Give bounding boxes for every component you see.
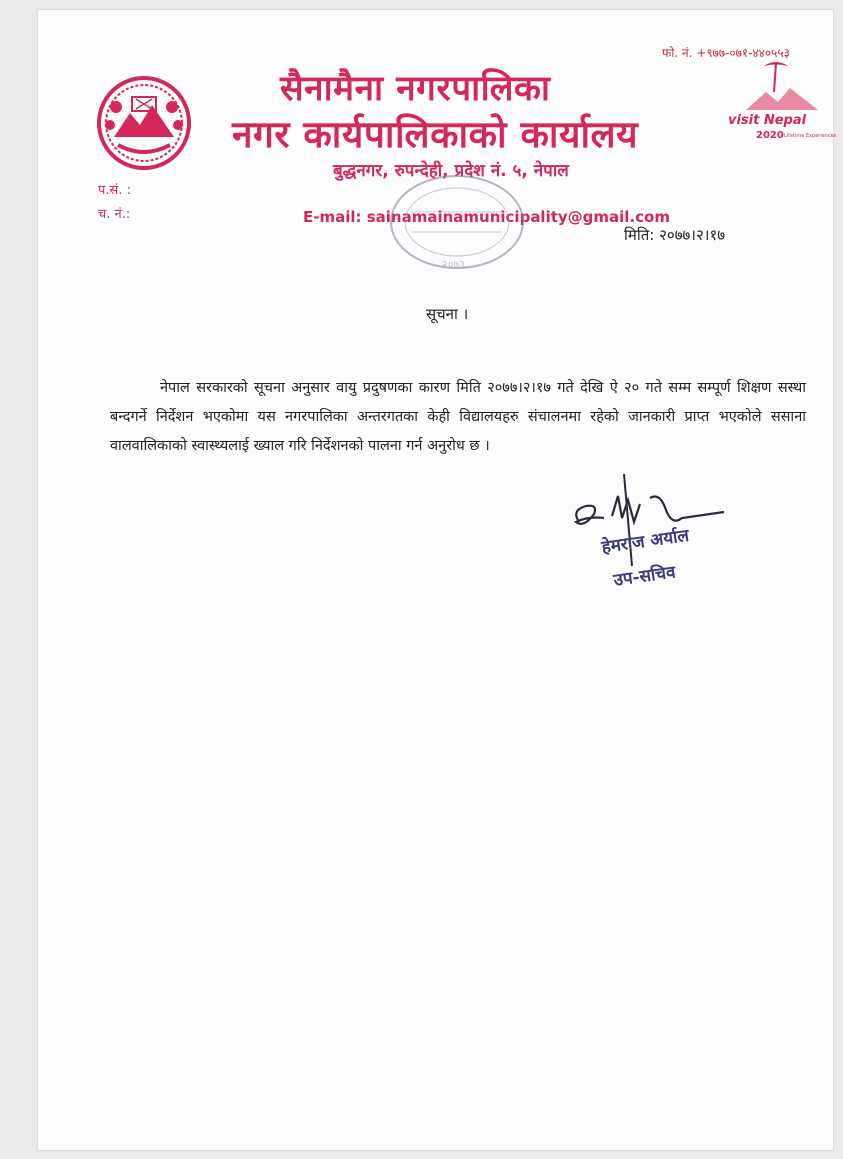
office-address: बुद्धनगर, रुपन्देही, प्रदेश नं. ५, नेपाल (333, 161, 569, 181)
visit-logo-year: 2020 (756, 130, 784, 141)
office-stamp-icon (382, 168, 532, 276)
stamp-year: २०७३ (442, 258, 465, 271)
signatory-designation: उप-सचिव (612, 562, 677, 591)
letter-date: मिति: २०७७।२।१७ (624, 226, 726, 244)
signature-icon (564, 470, 744, 570)
notice-body: नेपाल सरकारको सूचना अनुसार वायु प्रदुषणका कारण मिति २०७७।२।१७ गते देखि ऐ २० गते सम्म सम्पूर्ण शिक्षण सस्था बन्दगर्ने निर्देशन भएकोमा यस नगरपालिका अन्तरगतका केही विद्यालयहरु संचालनमा रहेको जानकारी प्राप्त भएकोले ससाना वालवालिकाको स्वास्थ्यलाई ख्याल गरि निर्देशनको पालना गर्न अनुरोध छ । (110, 380, 806, 454)
municipality-name: सैनामैना नगरपालिका (280, 69, 551, 109)
phone-number: फो. नं. +९७७-०७१-४४०५५३ (662, 46, 790, 60)
signatory-name: हेमराज अर्याल (600, 525, 691, 558)
notice-title: सूचना । (426, 305, 469, 323)
dispatch-number-label: च. नं.: (98, 207, 131, 222)
office-email: E-mail: sainamainamunicipality@gmail.com (303, 208, 670, 226)
visit-logo-tagline: Lifetime Experiences (784, 133, 837, 139)
nepal-emblem-icon (96, 75, 192, 171)
reference-number-label: प.सं. : (98, 183, 131, 198)
visit-logo-brand: visit Nepal (728, 113, 807, 128)
office-name: नगर कार्यपालिकाको कार्यालय (232, 113, 639, 156)
visit-nepal-logo-icon (726, 58, 837, 148)
